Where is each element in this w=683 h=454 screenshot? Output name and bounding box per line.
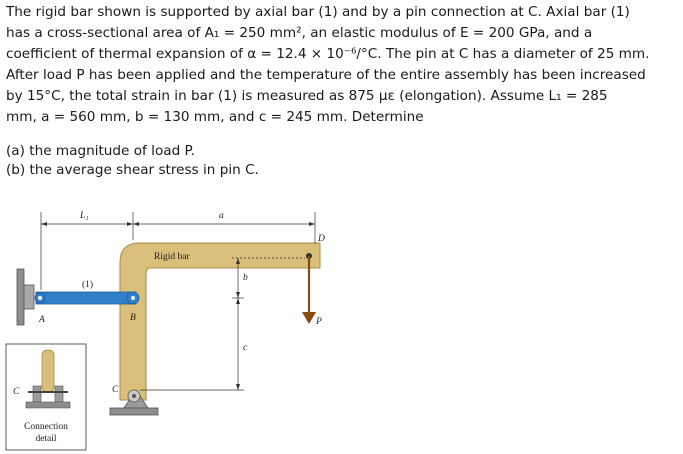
question-b: (b) the average shear stress in pin C. xyxy=(6,162,259,178)
axial-bar-1 xyxy=(35,292,139,304)
problem-statement xyxy=(6,2,678,180)
label-bar-1: (1) xyxy=(82,280,94,290)
label-point-B: B xyxy=(130,313,136,323)
detail-label-C: C xyxy=(13,387,20,397)
question-a: (a) the magnitude of load P. xyxy=(6,143,195,159)
detail-caption-2: detail xyxy=(35,434,57,444)
wall-support-A xyxy=(17,269,34,325)
rigid-bar xyxy=(120,243,320,400)
problem-line-4: After load P has been applied and the temperature of the entire assembly has been increased xyxy=(6,67,646,83)
label-c: c xyxy=(243,343,248,353)
label-b: b xyxy=(243,273,248,283)
problem-line-2: has a cross-sectional area of A₁ = 250 mm², an elastic modulus of E = 200 GPa, and a xyxy=(6,25,593,41)
structure-figure xyxy=(0,196,683,454)
problem-line-5: by 15°C, the total strain in bar (1) is measured as 875 με (elongation). Assume L₁ = 285 xyxy=(6,88,608,104)
problem-line-6: mm, a = 560 mm, b = 130 mm, and c = 245 mm. Determine xyxy=(6,109,424,125)
label-load-P: P xyxy=(316,317,322,327)
problem-line-1: The rigid bar shown is supported by axial bar (1) and by a pin connection at C. Axial bar (1) xyxy=(6,4,630,20)
connection-detail-inset xyxy=(6,344,86,450)
label-point-C: C xyxy=(112,385,119,395)
label-point-A: A xyxy=(39,315,45,325)
label-a: a xyxy=(219,211,224,221)
label-L1: L₁ xyxy=(80,211,89,221)
detail-caption-1: Connection xyxy=(24,422,68,432)
label-rigid-bar: Rigid bar xyxy=(154,252,190,262)
problem-line-3: coefficient of thermal expansion of α = 12.4 × 10⁻⁶/°C. The pin at C has a diameter of 25 mm. xyxy=(6,46,650,62)
label-point-D: D xyxy=(318,234,325,244)
